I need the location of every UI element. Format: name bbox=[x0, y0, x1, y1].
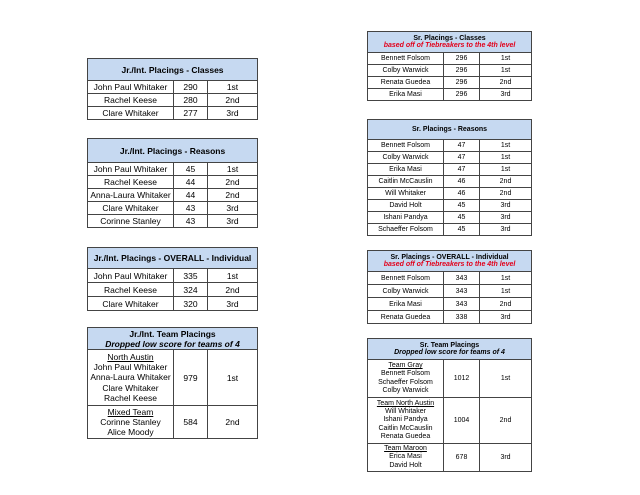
table-row: David Holt 45 3rd bbox=[368, 200, 532, 212]
team-name: North Austin bbox=[107, 352, 154, 363]
table-row: Mixed Team Corinne Stanley Alice Moody 584 2nd bbox=[88, 406, 258, 439]
jr-team-title: Jr./Int. Team Placings bbox=[129, 328, 216, 339]
jr-classes-title: Jr./Int. Placings - Classes bbox=[88, 59, 258, 81]
table-row: Bennett Folsom 47 1st bbox=[368, 140, 532, 152]
table-row: Team North Austin Will Whitaker Ishani Pandya Caitlin McCauslin Renata Guedea 1004 2nd bbox=[368, 398, 532, 444]
sr-overall-subtitle: based off of Tiebreakers to the 4th level bbox=[383, 261, 516, 268]
table-row: Rachel Keese 324 2nd bbox=[88, 283, 258, 297]
table-row: John Paul Whitaker 45 1st bbox=[88, 163, 258, 176]
sr-team-table bbox=[367, 338, 532, 472]
table-row: North Austin John Paul Whitaker Anna-Laura Whitaker Clare Whitaker Rachel Keese 979 1st bbox=[88, 350, 258, 406]
sr-classes-title: Sr. Placings - Classes bbox=[413, 35, 486, 42]
table-row: Erika Masi 47 1st bbox=[368, 164, 532, 176]
table-row: Team Maroon Erica Masi David Holt 678 3rd bbox=[368, 444, 532, 472]
table-row: John Paul Whitaker 290 1st bbox=[88, 81, 258, 94]
table-row: Clare Whitaker 43 3rd bbox=[88, 202, 258, 215]
sr-overall-table bbox=[367, 250, 532, 324]
table-row: Caitlin McCauslin 46 2nd bbox=[368, 176, 532, 188]
jr-classes-table bbox=[87, 58, 258, 120]
table-row: John Paul Whitaker 335 1st bbox=[88, 269, 258, 283]
table-row: Schaeffer Folsom 45 3rd bbox=[368, 224, 532, 236]
table-row: Clare Whitaker 320 3rd bbox=[88, 297, 258, 311]
table-row: Will Whitaker 46 2nd bbox=[368, 188, 532, 200]
jr-overall-table bbox=[87, 247, 258, 311]
sr-team-header bbox=[368, 339, 532, 360]
table-row: Ishani Pandya 45 3rd bbox=[368, 212, 532, 224]
table-row: Team Gray Bennett Folsom Schaeffer Folsom Colby Warwick 1012 1st bbox=[368, 360, 532, 398]
sr-team-subtitle: Dropped low score for teams of 4 bbox=[394, 349, 505, 356]
sr-reasons-table bbox=[367, 119, 532, 236]
team-name: Mixed Team bbox=[107, 407, 154, 417]
jr-reasons-table bbox=[87, 138, 258, 228]
table-row: Rachel Keese 44 2nd bbox=[88, 176, 258, 189]
sr-classes-table bbox=[367, 31, 532, 101]
sr-reasons-title: Sr. Placings - Reasons bbox=[368, 120, 532, 140]
sr-overall-title: Sr. Placings - OVERALL - Individual bbox=[390, 254, 509, 261]
table-row: Renata Guedea 338 3rd bbox=[368, 311, 532, 324]
table-row: Colby Warwick 296 1st bbox=[368, 65, 532, 77]
table-row: Anna-Laura Whitaker 44 2nd bbox=[88, 189, 258, 202]
jr-reasons-title: Jr./Int. Placings - Reasons bbox=[88, 139, 258, 163]
table-row: Bennett Folsom 343 1st bbox=[368, 272, 532, 285]
team-name: Team Maroon bbox=[384, 445, 427, 453]
sr-classes-subtitle: based off of Tiebreakers to the 4th level bbox=[383, 42, 516, 49]
table-row: Colby Warwick 343 1st bbox=[368, 285, 532, 298]
jr-team-subtitle: Dropped low score for teams of 4 bbox=[105, 338, 240, 349]
team-name: Team North Austin bbox=[376, 399, 435, 407]
jr-team-table bbox=[87, 327, 258, 439]
sr-classes-header bbox=[368, 32, 532, 53]
team-name: Team Gray bbox=[388, 362, 423, 369]
table-row: Rachel Keese 280 2nd bbox=[88, 94, 258, 107]
table-row: Corinne Stanley 43 3rd bbox=[88, 215, 258, 228]
jr-team-header bbox=[88, 328, 258, 350]
table-row: Bennett Folsom 296 1st bbox=[368, 53, 532, 65]
jr-overall-title: Jr./Int. Placings - OVERALL - Individual bbox=[88, 248, 258, 269]
sr-team-title: Sr. Team Placings bbox=[419, 342, 480, 349]
table-row: Erika Masi 296 3rd bbox=[368, 89, 532, 101]
table-row: Clare Whitaker 277 3rd bbox=[88, 107, 258, 120]
table-row: Colby Warwick 47 1st bbox=[368, 152, 532, 164]
table-row: Erika Masi 343 2nd bbox=[368, 298, 532, 311]
sr-overall-header bbox=[368, 251, 532, 272]
table-row: Renata Guedea 296 2nd bbox=[368, 77, 532, 89]
